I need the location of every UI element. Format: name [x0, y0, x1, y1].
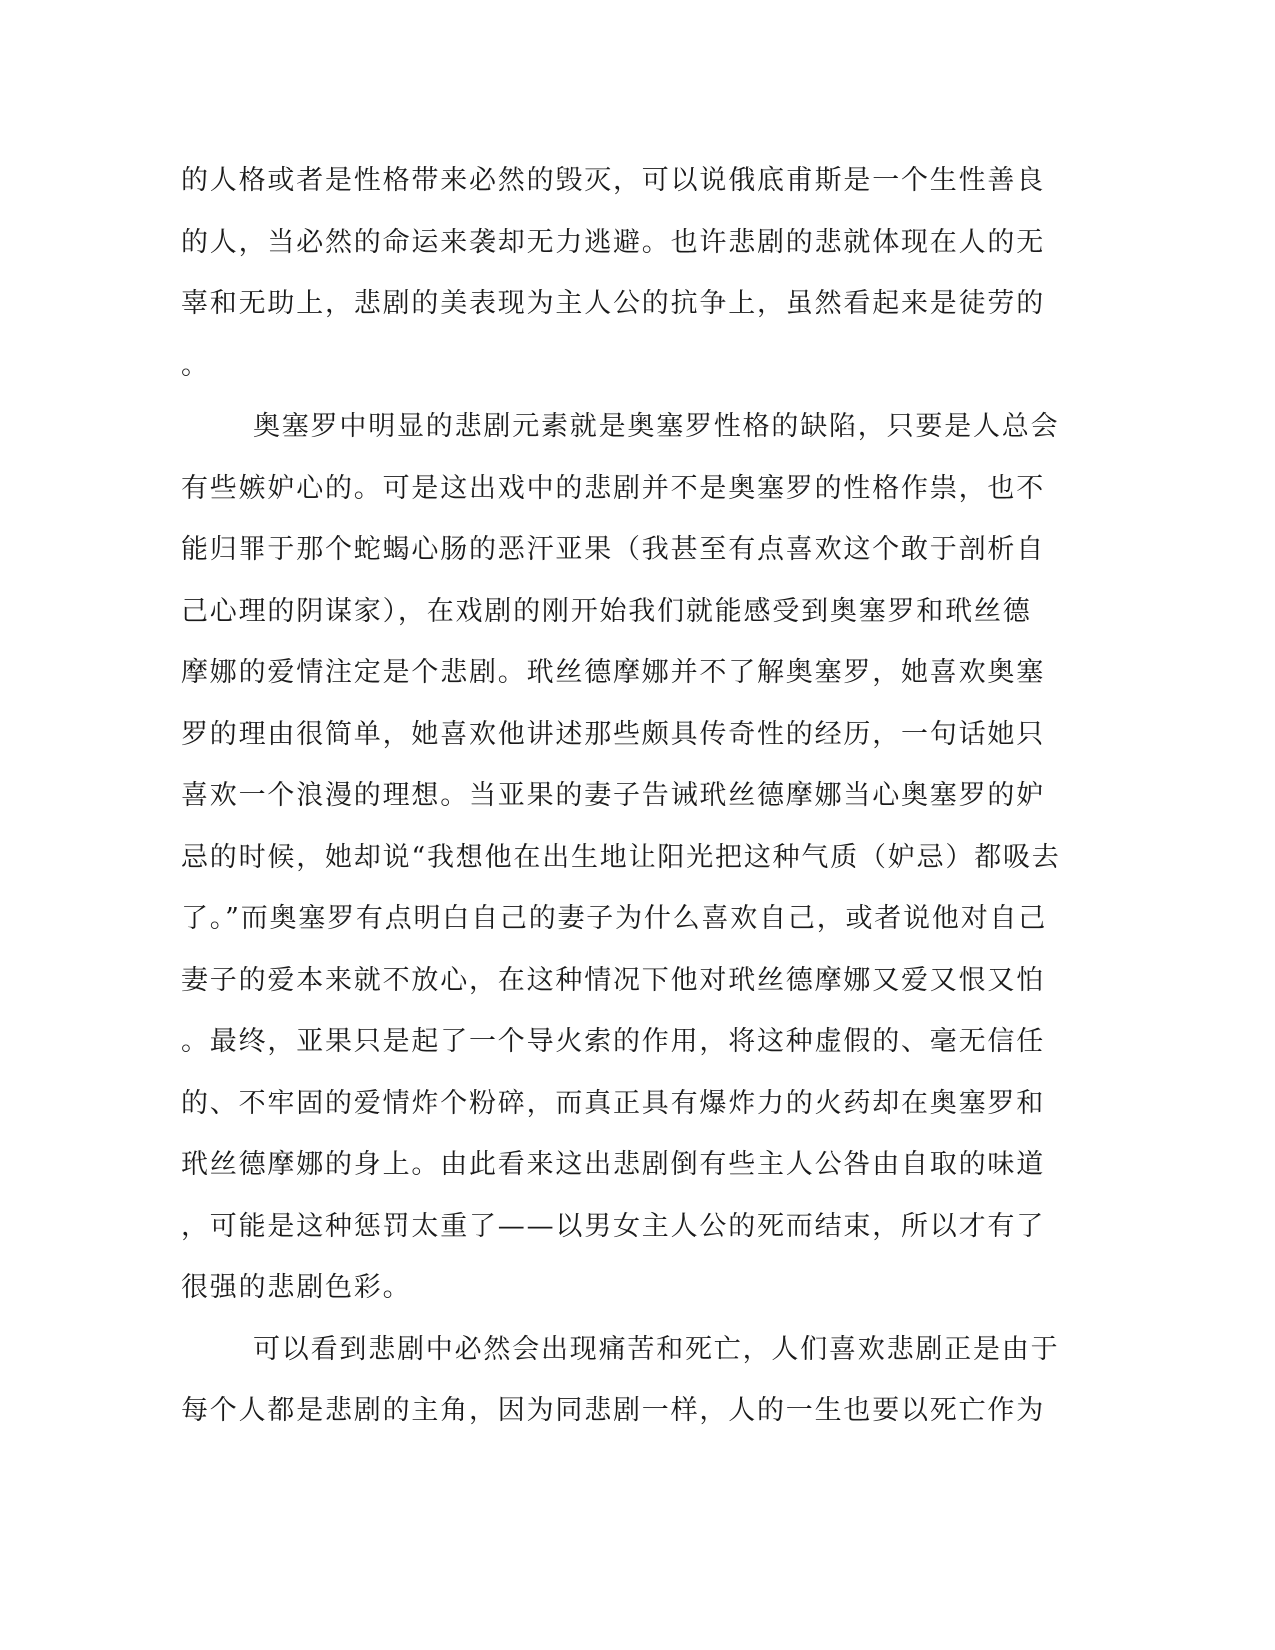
text-line: 忌的时候，她却说“我想他在出生地让阳光把这种气质（妒忌）都吸去: [181, 841, 1061, 873]
text-line: 。: [181, 349, 210, 381]
text-line: 每个人都是悲剧的主角，因为同悲剧一样，人的一生也要以死亡作为: [181, 1395, 1045, 1426]
text-line: 奥塞罗中明显的悲剧元素就是奥塞罗性格的缺陷，只要是人总会: [253, 411, 1060, 442]
text-line: 能归罪于那个蛇蝎心肠的恶汗亚果（我甚至有点喜欢这个敢于剖析自: [181, 534, 1045, 565]
text-line: 罗的理由很简单，她喜欢他讲述那些颇具传奇性的经历，一句话她只: [181, 718, 1045, 750]
text-line: 辜和无助上，悲剧的美表现为主人公的抗争上，虽然看起来是徒劳的: [181, 288, 1045, 319]
text-line: 玳丝德摩娜的身上。由此看来这出悲剧倒有些主人公咎由自取的味道: [181, 1149, 1045, 1180]
text-line: ，可能是这种惩罚太重了——以男女主人公的死而结束，所以才有了: [181, 1210, 1045, 1242]
text-line: 的、不牢固的爱情炸个粉碎，而真正具有爆炸力的火药却在奥塞罗和: [181, 1087, 1045, 1119]
text-line: 妻子的爱本来就不放心，在这种情况下他对玳丝德摩娜又爱又恨又怕: [181, 964, 1045, 996]
text-line: 己心理的阴谋家），在戏剧的刚开始我们就能感受到奥塞罗和玳丝德: [181, 595, 1032, 627]
body-text: [181, 150, 1061, 1442]
text-line: 喜欢一个浪漫的理想。当亚果的妻子告诫玳丝德摩娜当心奥塞罗的妒: [181, 780, 1045, 811]
text-line: 的人，当必然的命运来袭却无力逃避。也许悲剧的悲就体现在人的无: [181, 226, 1045, 258]
text-line: 摩娜的爱情注定是个悲剧。玳丝德摩娜并不了解奥塞罗，她喜欢奥塞: [181, 657, 1045, 688]
text-line: 。最终，亚果只是起了一个导火索的作用，将这种虚假的、毫无信任: [181, 1026, 1045, 1057]
paragraph-2: [181, 396, 1061, 1319]
text-line: 有些嫉妒心的。可是这出戏中的悲剧并不是奥塞罗的性格作祟，也不: [181, 472, 1045, 504]
text-line: 的人格或者是性格带来必然的毁灭，可以说俄底甫斯是一个生性善良: [181, 165, 1045, 196]
text-line: 很强的悲剧色彩。: [181, 1272, 412, 1303]
text-line: 了。”而奥塞罗有点明白自己的妻子为什么喜欢自己，或者说他对自己: [181, 903, 1048, 934]
text-line: 可以看到悲剧中必然会出现痛苦和死亡，人们喜欢悲剧正是由于: [253, 1333, 1060, 1365]
paragraph-3: [181, 1319, 1060, 1442]
paragraph-1: [181, 150, 1045, 396]
